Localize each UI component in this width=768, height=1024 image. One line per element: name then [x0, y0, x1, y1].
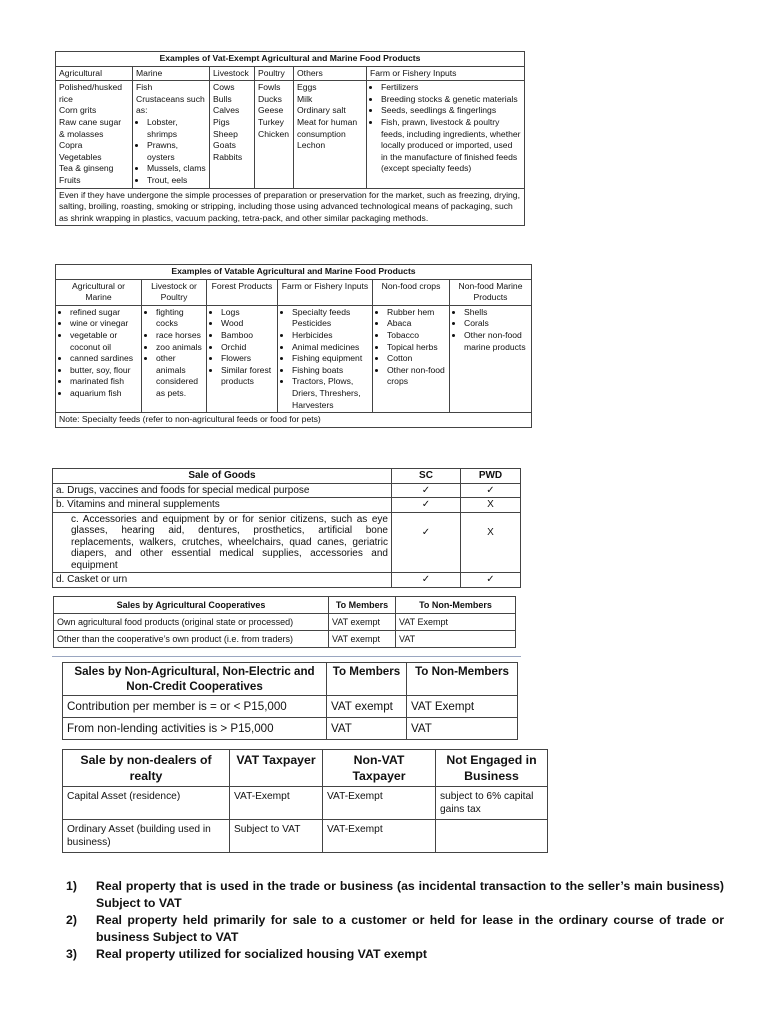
- list-item: • fighting cocks: [156, 307, 203, 330]
- column-header: To Non-Members: [396, 597, 516, 614]
- column-header: Forest Products: [207, 279, 278, 305]
- goods-item: b. Vitamins and mineral supplements: [53, 498, 392, 513]
- column-header: PWD: [461, 469, 521, 484]
- goods-item: d. Casket or urn: [53, 573, 392, 588]
- list-item: • vegetable or coconut oil: [70, 330, 138, 353]
- list-item: • Flowers: [221, 353, 274, 365]
- list-item: • Prawns, oysters: [147, 140, 206, 163]
- list-item: Vegetables: [59, 151, 102, 162]
- cell: VAT exempt: [329, 614, 396, 631]
- list-item: • race horses: [156, 330, 203, 342]
- column-header: Agricultural: [56, 66, 133, 81]
- x-mark-icon: X: [461, 512, 521, 573]
- column-header: Non-food crops: [373, 279, 450, 305]
- check-mark-icon: ✓: [461, 573, 521, 588]
- cell: VAT Exempt: [396, 614, 516, 631]
- list-item: Milk: [297, 93, 313, 104]
- list-item: • Specialty feeds Pesticides: [292, 307, 369, 330]
- list-item: • Trout, eels: [147, 175, 206, 187]
- list-item: • Topical herbs: [387, 342, 446, 354]
- livestock-poultry-list: [142, 305, 207, 412]
- marine-list: [133, 81, 210, 188]
- list-item: Pigs: [213, 116, 230, 127]
- list-item: Goats: [213, 140, 236, 151]
- list-item: • Fishing boats: [292, 365, 369, 377]
- note-number: 2): [66, 913, 77, 927]
- x-mark-icon: X: [461, 498, 521, 513]
- column-header: Sales by Non-Agricultural, Non-Electric and Non-Credit Cooperatives: [63, 663, 327, 696]
- list-item: • refined sugar: [70, 307, 138, 319]
- list-item: • Rubber hem: [387, 307, 446, 319]
- others-list: [294, 81, 367, 188]
- list-item: • other animals considered as pets.: [156, 353, 203, 399]
- list-item: • Tractors, Plows, Driers, Threshers, Harvesters: [292, 376, 369, 411]
- divider: [52, 656, 521, 657]
- cell: Ordinary Asset (building used in business): [63, 820, 230, 853]
- realty-sale-table: [62, 749, 548, 853]
- column-header: Livestock or Poultry: [142, 279, 207, 305]
- goods-item: a. Drugs, vaccines and foods for special medical purpose: [53, 483, 392, 498]
- column-header: Farm or Fishery Inputs: [367, 66, 525, 81]
- list-item: • Mussels, clams: [147, 163, 206, 175]
- list-item: Fruits: [59, 174, 81, 185]
- list-item: • Animal medicines: [292, 342, 369, 354]
- cell: VAT Exempt: [407, 696, 518, 718]
- sale-of-goods-table: [52, 468, 521, 588]
- cell: VAT: [396, 631, 516, 648]
- column-header: Poultry: [255, 66, 294, 81]
- livestock-list: [210, 81, 255, 188]
- list-item: • Shells: [464, 307, 528, 319]
- column-header: Others: [294, 66, 367, 81]
- list-item: • Fish, prawn, livestock & poultry feeds, including ingredients, whether locally produced or imported, used in the manufacture of finished feeds (except specialty feeds): [381, 117, 521, 175]
- check-mark-icon: ✓: [392, 512, 461, 573]
- agricultural-cooperatives-table: [53, 596, 516, 648]
- column-header: To Members: [327, 663, 407, 696]
- table-title: Examples of Vat-Exempt Agricultural and Marine Food Products: [56, 52, 525, 67]
- table-note: Even if they have undergone the simple processes of preparation or preservation for the market, such as freezing, drying, salting, broiling, roasting, smoking or stripping, including those using advanced technological means of packaging, such as shrink wrapping in plastics, vacuum packing, tetra-pack, and other similar packaging methods.: [56, 188, 525, 226]
- inputs-list: [367, 81, 525, 188]
- table-row: [63, 820, 548, 853]
- goods-item: c. Accessories and equipment by or for senior citizens, such as eye glasses, hearing aid, dentures, prosthetics, artificial bone replacements, walkers, crutches, wheelchairs, quad canes, geriatric diapers, and other essential medical supplies, accessories and equipment: [53, 512, 392, 573]
- vat-exempt-products-table: [55, 51, 525, 226]
- forest-products-list: [207, 305, 278, 412]
- column-header: Sale by non-dealers of realty: [63, 750, 230, 787]
- list-item: Ducks: [258, 93, 282, 104]
- cell: VAT exempt: [329, 631, 396, 648]
- list-item: • Cotton: [387, 353, 446, 365]
- non-food-marine-list: [450, 305, 532, 412]
- column-header: Non-food Marine Products: [450, 279, 532, 305]
- cell: subject to 6% capital gains tax: [436, 787, 548, 820]
- note-text: Real property held primarily for sale to a customer or held for lease in the ordinary course of trade or business Subject to VAT: [96, 913, 724, 944]
- list-item: Ordinary salt: [297, 105, 346, 116]
- vatable-products-table: [55, 264, 532, 428]
- real-property-notes: [66, 878, 724, 963]
- column-header: To Members: [329, 597, 396, 614]
- list-item: • Wood: [221, 318, 274, 330]
- list-item: Bulls: [213, 93, 232, 104]
- cell: [436, 820, 548, 853]
- list-item: • aquarium fish: [70, 388, 138, 400]
- cell: From non-lending activities is > P15,000: [63, 718, 327, 740]
- column-header: SC: [392, 469, 461, 484]
- table-title: Examples of Vatable Agricultural and Marine Food Products: [56, 265, 532, 280]
- list-item: • Bamboo: [221, 330, 274, 342]
- cell: VAT: [327, 718, 407, 740]
- column-header: Non-VAT Taxpayer: [323, 750, 436, 787]
- table-row: [53, 573, 521, 588]
- list-item: • Tobacco: [387, 330, 446, 342]
- list-item: • Fertilizers: [381, 82, 521, 94]
- list-item: Corn grits: [59, 105, 97, 116]
- column-header: Marine: [133, 66, 210, 81]
- cell: Contribution per member is = or < P15,000: [63, 696, 327, 718]
- list-item: Fish: [136, 82, 153, 93]
- column-header: Farm or Fishery Inputs: [278, 279, 373, 305]
- column-header: Livestock: [210, 66, 255, 81]
- list-item: Chicken: [258, 128, 290, 139]
- table-row: [54, 614, 516, 631]
- list-item: Polished/husked rice: [59, 82, 123, 104]
- table-row: [63, 787, 548, 820]
- list-item: • Breeding stocks & genetic materials: [381, 94, 521, 106]
- column-header: Not Engaged in Business: [436, 750, 548, 787]
- list-item: Rabbits: [213, 151, 243, 162]
- agricultural-list: [56, 81, 133, 188]
- list-item: • canned sardines: [70, 353, 138, 365]
- list-item: • Other non-food crops: [387, 365, 446, 388]
- note-item: [66, 878, 724, 912]
- list-item: Meat for human consumption: [297, 116, 358, 139]
- table-row: [53, 512, 521, 573]
- cell: VAT-Exempt: [230, 787, 323, 820]
- table-row: [63, 696, 518, 718]
- column-header: Sales by Agricultural Cooperatives: [54, 597, 329, 614]
- list-item: Crustaceans such as:: [136, 93, 205, 116]
- list-item: • Fishing equipment: [292, 353, 369, 365]
- list-item: • Lobster, shrimps: [147, 117, 206, 140]
- list-item: Copra: [59, 140, 83, 151]
- list-item: Cows: [213, 82, 235, 93]
- cell: VAT-Exempt: [323, 820, 436, 853]
- list-item: Turkey: [258, 116, 284, 127]
- non-agricultural-cooperatives-table: [62, 662, 518, 740]
- table-note: Note: Specialty feeds (refer to non-agricultural feeds or food for pets): [56, 413, 532, 428]
- list-item: • Seeds, seedlings & fingerlings: [381, 105, 521, 117]
- list-item: • Logs: [221, 307, 274, 319]
- check-mark-icon: ✓: [461, 483, 521, 498]
- cell: Own agricultural food products (original state or processed): [54, 614, 329, 631]
- list-item: • zoo animals: [156, 342, 203, 354]
- list-item: Lechon: [297, 140, 326, 151]
- column-header: Agricultural or Marine: [56, 279, 142, 305]
- list-item: • Corals: [464, 318, 528, 330]
- list-item: • marinated fish: [70, 376, 138, 388]
- note-number: 1): [66, 879, 77, 893]
- list-item: • Other non-food marine products: [464, 330, 528, 353]
- non-food-crops-list: [373, 305, 450, 412]
- note-text: Real property utilized for socialized housing VAT exempt: [96, 947, 427, 961]
- agricultural-marine-list: [56, 305, 142, 412]
- note-number: 3): [66, 947, 77, 961]
- list-item: • Orchid: [221, 342, 274, 354]
- list-item: Geese: [258, 105, 284, 116]
- table-row: [53, 483, 521, 498]
- list-item: Sheep: [213, 128, 238, 139]
- list-item: Calves: [213, 105, 240, 116]
- check-mark-icon: ✓: [392, 498, 461, 513]
- column-header: Sale of Goods: [53, 469, 392, 484]
- column-header: VAT Taxpayer: [230, 750, 323, 787]
- note-text: Real property that is used in the trade or business (as incidental transaction to the seller’s main business) Subject to VAT: [96, 879, 724, 910]
- check-mark-icon: ✓: [392, 573, 461, 588]
- column-header: To Non-Members: [407, 663, 518, 696]
- table-row: [63, 718, 518, 740]
- list-item: Eggs: [297, 82, 317, 93]
- cell: Subject to VAT: [230, 820, 323, 853]
- cell: VAT-Exempt: [323, 787, 436, 820]
- list-item: Tea & ginseng: [59, 163, 114, 174]
- cell: Capital Asset (residence): [63, 787, 230, 820]
- farm-fishery-inputs-list: [278, 305, 373, 412]
- note-item: [66, 946, 724, 963]
- table-row: [53, 498, 521, 513]
- cell: VAT exempt: [327, 696, 407, 718]
- table-row: [54, 631, 516, 648]
- check-mark-icon: ✓: [392, 483, 461, 498]
- cell: VAT: [407, 718, 518, 740]
- poultry-list: [255, 81, 294, 188]
- list-item: • Similar forest products: [221, 365, 274, 388]
- list-item: Fowls: [258, 82, 281, 93]
- list-item: Raw cane sugar & molasses: [59, 116, 122, 139]
- list-item: • wine or vinegar: [70, 318, 138, 330]
- list-item: • Herbicides: [292, 330, 369, 342]
- list-item: • Abaca: [387, 318, 446, 330]
- cell: Other than the cooperative’s own product (i.e. from traders): [54, 631, 329, 648]
- list-item: • butter, soy, flour: [70, 365, 138, 377]
- note-item: [66, 912, 724, 946]
